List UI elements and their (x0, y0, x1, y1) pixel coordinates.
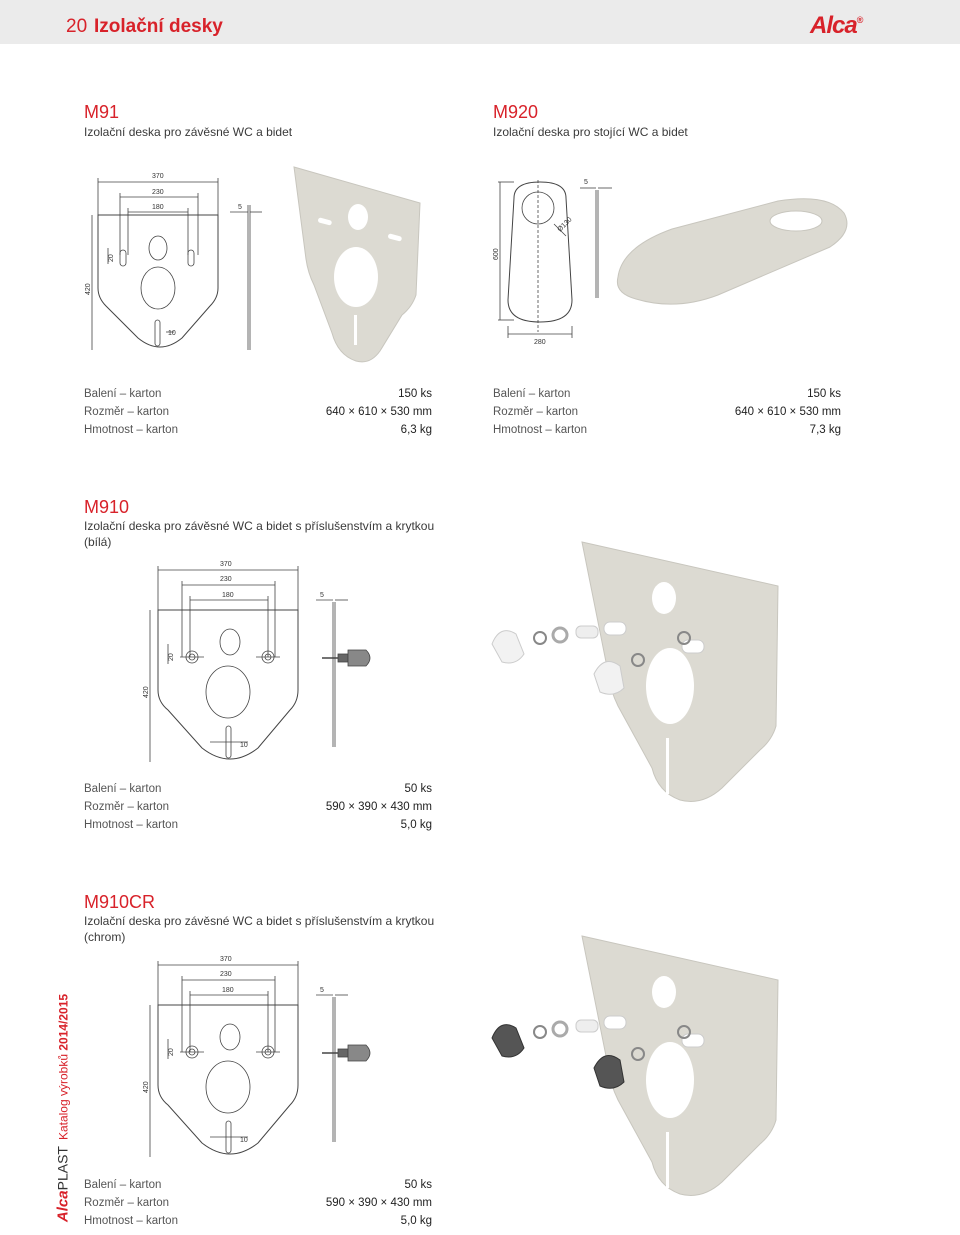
catalog-sidebar-text (55, 994, 72, 1222)
dim-5: 5 (320, 592, 324, 599)
dim-20: 20 (108, 254, 115, 262)
dim-180: 180 (222, 987, 234, 994)
spec-table-m920 (493, 385, 841, 439)
value-weight: 5,0 kg (400, 1215, 432, 1227)
sidebar-year: 2014/2015 (56, 993, 71, 1051)
m91-technical-drawing (80, 160, 270, 360)
dim-370: 370 (220, 561, 232, 568)
product-code-m91: M91 (84, 102, 120, 122)
dim-10: 10 (240, 1137, 248, 1144)
sidebar-brand: Alca (54, 1190, 72, 1223)
product-desc-m920: Izolační deska pro stojící WC a bidet (493, 125, 688, 139)
dim-10: 10 (240, 742, 248, 749)
label-weight: Hmotnost – karton (84, 424, 178, 436)
product-desc-m910cr: Izolační deska pro závěsné WC a bidet s příslušenstvím a krytkou (chrom) (84, 914, 435, 944)
dim-20: 20 (168, 653, 175, 661)
spec-table-m910 (84, 780, 432, 834)
m91-board-render (288, 155, 428, 365)
dim-420: 420 (85, 283, 92, 295)
spec-row-weight (84, 421, 432, 439)
value-pack: 150 ks (398, 388, 432, 400)
value-size: 590 × 390 × 430 mm (325, 801, 432, 813)
m910-technical-drawing (130, 552, 390, 772)
catalog-sidebar (52, 988, 74, 1228)
m920-board-render (610, 195, 855, 315)
spec-row-size (493, 403, 841, 421)
value-size: 590 × 390 × 430 mm (325, 1197, 432, 1209)
dim-5: 5 (320, 987, 324, 994)
value-pack: 50 ks (404, 783, 432, 795)
dim-280: 280 (534, 339, 546, 346)
sidebar-catalog-text: Katalog výrobků (56, 1050, 71, 1141)
label-pack: Balení – karton (84, 388, 162, 400)
spec-row-pack (493, 385, 841, 403)
spec-row-size (84, 1194, 432, 1212)
dim-230: 230 (220, 576, 232, 583)
m910cr-board-render (486, 932, 791, 1202)
spec-table-m91 (84, 385, 432, 439)
label-weight: Hmotnost – karton (84, 819, 178, 831)
spec-row-size (84, 403, 432, 421)
dim-600: 600 (493, 248, 500, 260)
value-pack: 50 ks (404, 1179, 432, 1191)
dim-diameter: Ø130 (556, 216, 574, 234)
dim-370: 370 (152, 173, 164, 180)
spec-row-size (84, 798, 432, 816)
dim-5-stand: 5 (584, 179, 588, 186)
value-weight: 5,0 kg (400, 819, 432, 831)
spec-row-weight (84, 1212, 432, 1230)
sidebar-brand-suffix: PLAST (54, 1146, 71, 1191)
product-code-m910: M910 (84, 497, 130, 517)
value-size: 640 × 610 × 530 mm (734, 406, 841, 418)
spec-row-pack (84, 385, 432, 403)
label-pack: Balení – karton (84, 783, 162, 795)
dim-230: 230 (152, 189, 164, 196)
m920-technical-drawing (488, 170, 618, 350)
label-size: Rozměr – karton (84, 801, 170, 813)
dim-370: 370 (220, 956, 232, 963)
label-size: Rozměr – karton (84, 406, 170, 418)
dim-5: 5 (238, 204, 242, 211)
dim-10: 10 (168, 330, 176, 337)
spec-row-pack (84, 780, 432, 798)
value-pack: 150 ks (807, 388, 841, 400)
page-number: 20 (66, 16, 88, 37)
value-size: 640 × 610 × 530 mm (325, 406, 432, 418)
dim-180: 180 (222, 592, 234, 599)
dim-180: 180 (152, 204, 164, 211)
value-weight: 7,3 kg (809, 424, 841, 436)
m910-board-render (486, 538, 791, 808)
m910cr-technical-drawing (130, 947, 390, 1167)
label-weight: Hmotnost – karton (84, 1215, 178, 1227)
product-code-m910cr: M910CR (84, 892, 156, 912)
label-pack: Balení – karton (493, 388, 571, 400)
section-title: Izolační desky (94, 16, 223, 37)
spec-table-m910cr (84, 1176, 432, 1230)
label-size: Rozměr – karton (493, 406, 579, 418)
spec-row-weight (84, 816, 432, 834)
product-code-m920: M920 (493, 102, 539, 122)
value-weight: 6,3 kg (400, 424, 432, 436)
dim-20: 20 (168, 1048, 175, 1056)
product-desc-m910: Izolační deska pro závěsné WC a bidet s příslušenstvím a krytkou (bílá) (84, 519, 435, 549)
label-pack: Balení – karton (84, 1179, 162, 1191)
label-size: Rozměr – karton (84, 1197, 170, 1209)
label-weight: Hmotnost – karton (493, 424, 587, 436)
spec-row-pack (84, 1176, 432, 1194)
spec-row-weight (493, 421, 841, 439)
product-desc-m91: Izolační deska pro závěsné WC a bidet (84, 125, 293, 139)
dim-420: 420 (143, 1081, 150, 1093)
dim-230: 230 (220, 971, 232, 978)
alca-logo: Alca® (810, 12, 863, 39)
dim-420: 420 (143, 686, 150, 698)
